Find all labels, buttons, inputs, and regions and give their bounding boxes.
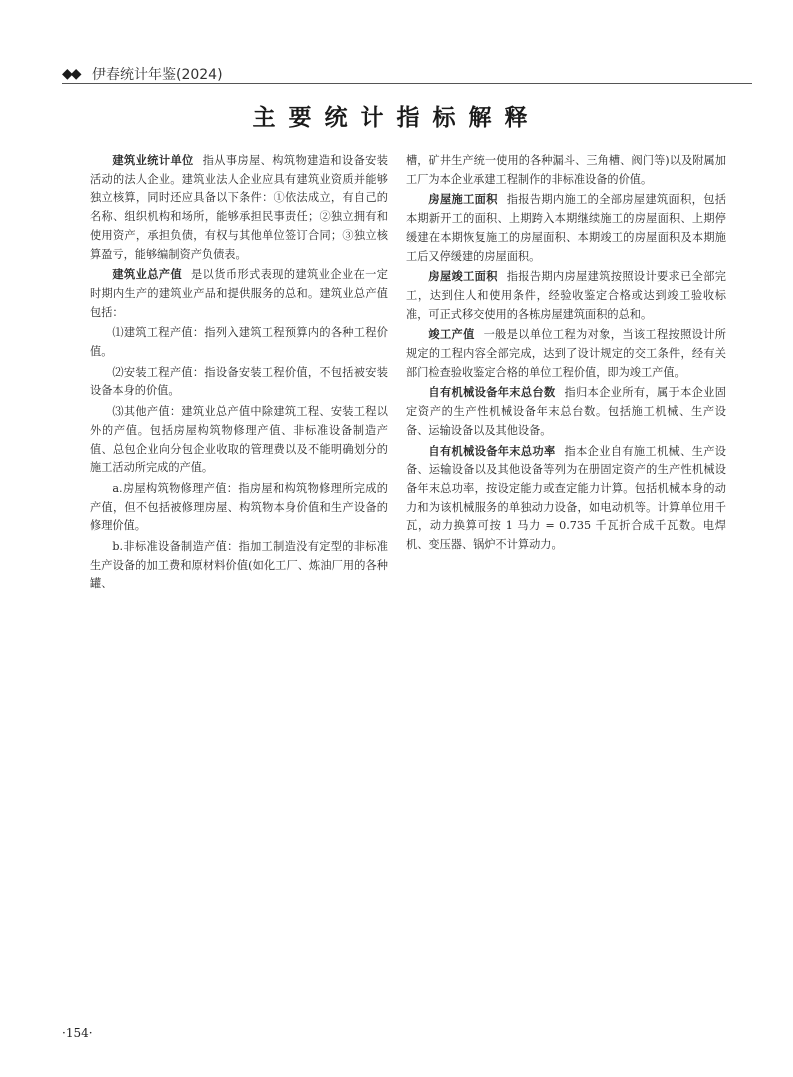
running-header-title: 伊春统计年鉴(2024) xyxy=(92,67,223,83)
definition-text: 指归本企业所有，属于本企业固定资产的生产性机械设备年末总台数。包括施工机械、生产设备、运输设备以及其他设备。 xyxy=(406,386,726,437)
definition-text: 指报告期内房屋建筑按照设计要求已全部完工，达到住人和使用条件，经验收鉴定合格或达到竣工验收标准，可正式移交使用的各栋房屋建筑面积的总和。 xyxy=(406,270,726,321)
paragraph xyxy=(406,268,726,324)
definition-text: ⑶其他产值：建筑业总产值中除建筑工程、安装工程以外的产值。包括房屋构筑物修理产值、非标准设备制造产值、总包企业向分包企业收取的管理费以及不能明确划分的施工活动所完成的产值。 xyxy=(90,405,388,475)
paragraph xyxy=(406,443,726,555)
header-divider xyxy=(62,83,752,84)
left-column xyxy=(90,152,388,596)
term-label: 房屋施工面积 xyxy=(428,193,498,207)
paragraph xyxy=(406,384,726,440)
term-label: 建筑业统计单位 xyxy=(112,154,194,167)
paragraph xyxy=(406,191,726,266)
page-title: 主要统计指标解释 xyxy=(252,105,541,131)
diamond-icon: ◆◆ xyxy=(62,66,80,82)
page-number: ·154· xyxy=(62,1026,93,1040)
paragraph xyxy=(90,324,388,361)
right-column xyxy=(406,152,726,557)
term-label: 自有机械设备年末总功率 xyxy=(428,444,556,458)
definition-text: a.房屋构筑物修理产值：指房屋和构筑物修理所完成的产值，但不包括被修理房屋、构筑物本身价值和生产设备的修理价值。 xyxy=(90,481,388,533)
definition-text: ⑴建筑工程产值：指列入建筑工程预算内的各种工程价值。 xyxy=(90,326,388,359)
definition-text: 指本企业自有施工机械、生产设备、运输设备以及其他设备等列为在册固定资产的生产性机械设备年末总功率，按设定能力或查定能力计算。包括机械本身的动力和为该机械服务的单独动力设备，如电动机等。计算单位用千瓦，动力换算可按 1 马力 = 0.735 千瓦折合成千瓦数。电焊机、变压器、锅炉不计算动力。 xyxy=(406,444,726,552)
definition-text: b.非标准设备制造产值：指加工制造没有定型的非标准生产设备的加工费和原材料价值(如化工厂、炼油厂用的各种罐、 xyxy=(90,540,388,591)
paragraph xyxy=(406,326,726,382)
definition-text: 指从事房屋、构筑物建造和设备安装活动的法人企业。建筑业法人企业应具有建筑业资质并能够独立核算，同时还应具备以下条件：①依法成立，有自己的名称、组织机构和场所，能够承担民事责任；②独立拥有和使用资产，承担负债，有权与其他单位签订合同；③独立核算盈亏，能够编制资产负债表。 xyxy=(90,154,388,261)
definition-text: 是以货币形式表现的建筑业企业在一定时期内生产的建筑业产品和提供服务的总和。建筑业总产值包括： xyxy=(90,268,388,319)
running-header xyxy=(62,64,752,86)
paragraph xyxy=(90,480,388,536)
definition-text: 指报告期内施工的全部房屋建筑面积，包括本期新开工的面积、上期跨入本期继续施工的房屋面积、上期停缓建在本期恢复施工的房屋面积、本期竣工的房屋面积及本期施工后又停缓建的房屋面积。 xyxy=(406,193,726,263)
definition-text: 槽，矿井生产统一使用的各种漏斗、三角槽、阀门等)以及附属加工厂为本企业承建工程制作的非标准设备的价值。 xyxy=(406,154,726,186)
paragraph xyxy=(90,538,388,594)
term-label: 房屋竣工面积 xyxy=(428,270,498,284)
paragraph xyxy=(90,152,388,264)
term-label: 竣工产值 xyxy=(428,328,475,342)
paragraph xyxy=(90,403,388,478)
definition-text: ⑵安装工程产值：指设备安装工程价值，不包括被安装设备本身的价值。 xyxy=(90,365,388,398)
definition-text: 一般是以单位工程为对象，当该工程按照设计所规定的工程内容全部完成，达到了设计规定的交工条件，经有关部门检查验收鉴定合格的单位工程价值，即为竣工产值。 xyxy=(406,328,726,379)
paragraph xyxy=(90,364,388,401)
paragraph-continuation xyxy=(406,152,726,189)
paragraph xyxy=(90,266,388,322)
term-label: 自有机械设备年末总台数 xyxy=(428,386,556,400)
term-label: 建筑业总产值 xyxy=(112,268,183,282)
